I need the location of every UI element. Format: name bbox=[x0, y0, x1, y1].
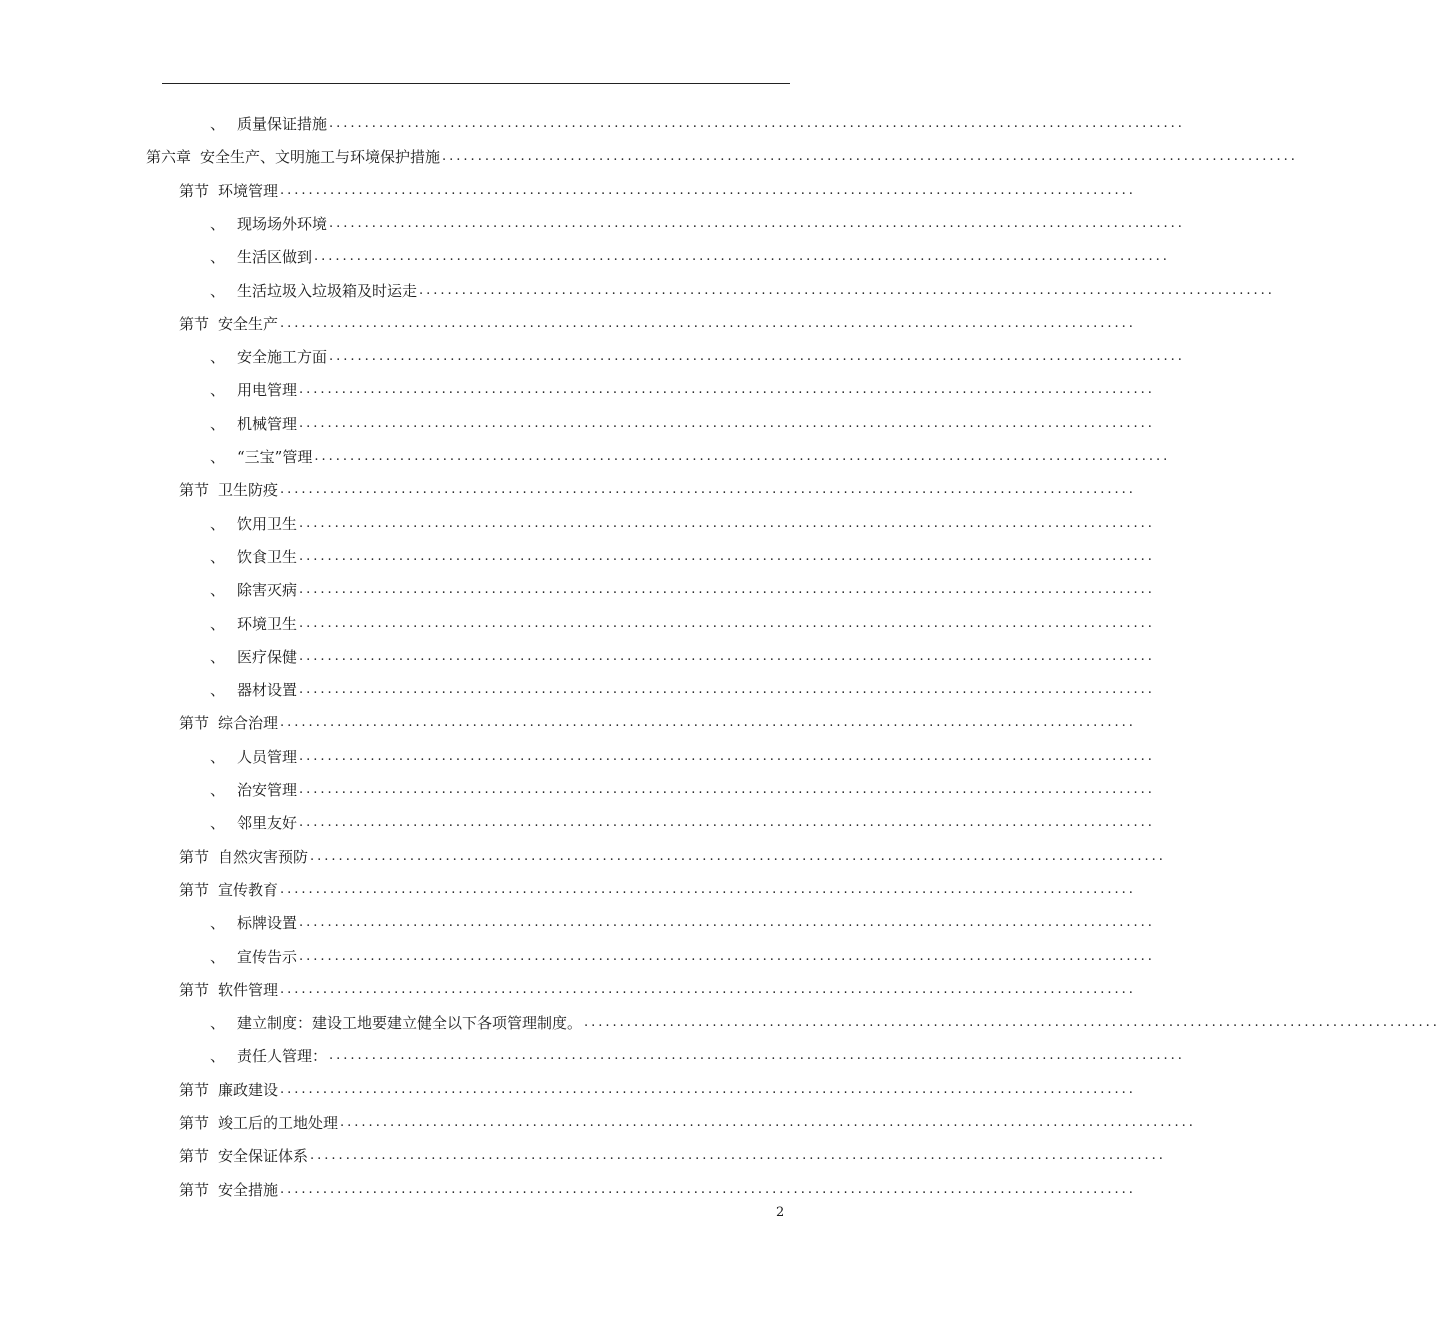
toc-dot-leader: ........................................................................................................................ bbox=[299, 382, 1155, 398]
toc-dot-leader: ........................................................................................................................ bbox=[280, 315, 1136, 331]
toc-entry[interactable] bbox=[210, 673, 1155, 706]
toc-entry[interactable] bbox=[210, 240, 1170, 273]
toc-entry[interactable] bbox=[210, 640, 1155, 673]
toc-entry-marker: 、 bbox=[210, 1014, 226, 1033]
toc-entry-lead bbox=[210, 579, 297, 600]
toc-entry-marker: 、 bbox=[210, 1047, 226, 1066]
toc-entry-title: 器材设置 bbox=[237, 681, 298, 700]
toc-entry-title: 建立制度：建设工地要建立健全以下各项管理制度。 bbox=[237, 1014, 583, 1033]
toc-entry-lead bbox=[210, 1012, 582, 1033]
toc-entry-marker: 、 bbox=[210, 448, 226, 466]
toc-dot-leader: ........................................................................................................................ bbox=[280, 1181, 1136, 1197]
header-rule bbox=[162, 83, 790, 84]
toc-dot-leader: ........................................................................................................................ bbox=[329, 1048, 1185, 1064]
toc-entry-lead bbox=[210, 513, 297, 534]
toc-dot-leader: ........................................................................................................................ bbox=[299, 782, 1155, 797]
toc-dot-leader: ........................................................................................................................ bbox=[299, 582, 1155, 598]
toc-entry-marker: 、 bbox=[210, 381, 226, 400]
toc-dot-leader: ........................................................................................................................ bbox=[280, 482, 1136, 498]
toc-entry-lead bbox=[210, 1045, 327, 1066]
toc-entry[interactable] bbox=[179, 1073, 1136, 1106]
toc-entry-title: 卫生防疫 bbox=[218, 481, 279, 500]
toc-entry[interactable] bbox=[210, 940, 1155, 973]
toc-entry-lead bbox=[210, 812, 297, 833]
toc-entry-marker: 第六章 bbox=[146, 148, 192, 167]
toc-entry-title: 饮食卫生 bbox=[237, 547, 298, 566]
toc-entry-marker: 第节 bbox=[179, 847, 210, 866]
toc-entry-title: 廉政建设 bbox=[218, 1080, 279, 1099]
toc-dot-leader: ........................................................................................................................ bbox=[329, 349, 1185, 365]
toc-dot-leader: ........................................................................................................................ bbox=[299, 915, 1155, 931]
toc-entry-lead bbox=[179, 846, 308, 867]
toc-entry-lead bbox=[210, 646, 297, 667]
page-number: 2 bbox=[776, 1205, 785, 1220]
toc-entry-title: 医疗保健 bbox=[237, 647, 298, 666]
toc-entry-title: 标牌设置 bbox=[237, 914, 298, 933]
toc-entry[interactable] bbox=[210, 407, 1155, 440]
toc-entry-lead bbox=[210, 413, 297, 434]
toc-entry[interactable] bbox=[179, 174, 1136, 207]
toc-entry[interactable] bbox=[210, 806, 1155, 839]
toc-entry-marker: 、 bbox=[210, 547, 226, 566]
toc-entry-marker: 、 bbox=[210, 214, 226, 233]
toc-entry-title: 现场场外环境 bbox=[237, 214, 328, 233]
toc-entry[interactable] bbox=[210, 1006, 1440, 1039]
toc-entry-marker: 第节 bbox=[179, 1114, 210, 1132]
toc-entry[interactable] bbox=[179, 973, 1136, 1006]
toc-entry[interactable] bbox=[210, 740, 1155, 773]
toc-entry-title: 环境管理 bbox=[218, 181, 279, 200]
toc-entry-lead bbox=[179, 1145, 308, 1166]
toc-entry-title: 宣传告示 bbox=[237, 947, 298, 966]
toc-entry-lead bbox=[210, 946, 297, 967]
toc-entry-lead bbox=[179, 879, 278, 900]
toc-entry-lead bbox=[179, 1179, 278, 1200]
toc-entry-lead bbox=[179, 1079, 278, 1100]
toc-entry-marker: 第节 bbox=[179, 880, 210, 899]
toc-entry-title: 安全措施 bbox=[218, 1180, 279, 1199]
toc-entry-marker: 第节 bbox=[179, 1180, 210, 1199]
toc-entry-marker: 、 bbox=[210, 614, 226, 633]
toc-entry[interactable] bbox=[179, 1106, 1196, 1139]
toc-entry-lead bbox=[210, 280, 417, 301]
toc-entry-marker: 、 bbox=[210, 814, 226, 833]
toc-entry-title: 机械管理 bbox=[237, 414, 298, 433]
toc-dot-leader: ........................................................................................................................ bbox=[299, 415, 1155, 431]
toc-dot-leader: ........................................................................................................................ bbox=[280, 182, 1136, 198]
toc-entry[interactable] bbox=[210, 507, 1155, 540]
toc-entry[interactable] bbox=[210, 573, 1155, 606]
toc-entry-lead bbox=[179, 712, 278, 733]
toc-entry[interactable] bbox=[146, 140, 1298, 173]
toc-dot-leader: ........................................................................................................................ bbox=[584, 1015, 1440, 1031]
toc-entry-marker: 、 bbox=[210, 581, 226, 600]
toc-dot-leader: ........................................................................................................................ bbox=[310, 848, 1166, 864]
toc-entry-title: 责任人管理： bbox=[237, 1047, 328, 1066]
toc-entry-lead bbox=[179, 979, 278, 1000]
toc-entry-marker: 、 bbox=[210, 781, 226, 799]
toc-dot-leader: ........................................................................................................................ bbox=[299, 548, 1155, 564]
toc-entry-marker: 、 bbox=[210, 647, 226, 666]
toc-entry-title: 环境卫生 bbox=[237, 614, 298, 633]
toc-entry[interactable] bbox=[179, 1173, 1136, 1206]
toc-entry[interactable] bbox=[179, 1139, 1166, 1172]
toc-entry-title: 生活垃圾入垃圾箱及时运走 bbox=[237, 281, 418, 300]
toc-dot-leader: ........................................................................................................................ bbox=[419, 282, 1275, 298]
toc-entry-title: 人员管理 bbox=[237, 747, 298, 766]
toc-entry-lead bbox=[210, 912, 297, 933]
toc-dot-leader: ........................................................................................................................ bbox=[329, 215, 1185, 231]
toc-entry-title: “三宝”管理 bbox=[237, 448, 313, 466]
toc-entry-title: 质量保证措施 bbox=[237, 115, 328, 133]
toc-entry-marker: 、 bbox=[210, 281, 226, 300]
toc-entry-marker: 第节 bbox=[179, 714, 210, 733]
toc-dot-leader: ........................................................................................................................ bbox=[329, 116, 1185, 131]
toc-entry[interactable] bbox=[210, 540, 1155, 573]
toc-entry-title: 安全施工方面 bbox=[237, 348, 328, 367]
toc-entry-lead bbox=[210, 113, 327, 134]
toc-dot-leader: ........................................................................................................................ bbox=[299, 515, 1155, 531]
toc-entry[interactable] bbox=[179, 840, 1166, 873]
toc-entry[interactable] bbox=[210, 340, 1185, 373]
toc-entry-lead bbox=[179, 313, 278, 334]
toc-entry-title: 安全保证体系 bbox=[218, 1147, 309, 1166]
toc-entry-lead bbox=[146, 146, 440, 167]
toc-entry[interactable] bbox=[179, 706, 1136, 739]
toc-dot-leader: ........................................................................................................................ bbox=[314, 449, 1171, 464]
toc-dot-leader: ........................................................................................................................ bbox=[340, 1115, 1196, 1130]
toc-entry-lead bbox=[210, 379, 297, 400]
toc-entry-title: 竣工后的工地处理 bbox=[218, 1114, 339, 1132]
toc-entry-lead bbox=[210, 746, 297, 767]
toc-entry[interactable] bbox=[210, 274, 1275, 307]
toc-entry-title: 软件管理 bbox=[218, 980, 279, 999]
toc-dot-leader: ........................................................................................................................ bbox=[299, 748, 1155, 764]
toc-dot-leader: ........................................................................................................................ bbox=[299, 948, 1155, 964]
toc-entry[interactable] bbox=[179, 473, 1136, 506]
toc-dot-leader: ........................................................................................................................ bbox=[280, 881, 1136, 897]
toc-entry-marker: 第节 bbox=[179, 980, 210, 999]
toc-entry-title: 宣传教育 bbox=[218, 880, 279, 899]
toc-dot-leader: ........................................................................................................................ bbox=[280, 981, 1136, 997]
toc-entry-lead bbox=[210, 246, 312, 267]
toc-entry-title: 安全生产、文明施工与环境保护措施 bbox=[200, 148, 441, 167]
toc-entry-marker: 、 bbox=[210, 747, 226, 766]
toc-entry-marker: 第节 bbox=[179, 481, 210, 500]
toc-entry-lead bbox=[210, 779, 297, 800]
toc-entry-marker: 、 bbox=[210, 248, 226, 267]
toc-entry-lead bbox=[179, 1112, 338, 1133]
toc-entry-lead bbox=[210, 546, 297, 567]
toc-entry-lead bbox=[210, 679, 297, 700]
toc-dot-leader: ........................................................................................................................ bbox=[442, 149, 1298, 165]
toc-entry-marker: 第节 bbox=[179, 181, 210, 200]
toc-entry-marker: 第节 bbox=[179, 314, 210, 333]
toc-entry[interactable] bbox=[210, 440, 1171, 473]
toc-entry-title: 安全生产 bbox=[218, 314, 279, 333]
toc-entry[interactable] bbox=[179, 873, 1136, 906]
toc-dot-leader: ........................................................................................................................ bbox=[299, 648, 1155, 664]
toc-entry-marker: 第节 bbox=[179, 1147, 210, 1166]
toc-entry-marker: 、 bbox=[210, 514, 226, 533]
toc-entry-marker: 、 bbox=[210, 681, 226, 700]
toc-entry-title: 综合治理 bbox=[218, 714, 279, 733]
toc-entry[interactable] bbox=[210, 107, 1185, 140]
toc-entry[interactable] bbox=[210, 906, 1155, 939]
toc-entry-title: 自然灾害预防 bbox=[218, 847, 309, 866]
toc-dot-leader: ........................................................................................................................ bbox=[280, 715, 1136, 731]
toc-entry-title: 用电管理 bbox=[237, 381, 298, 400]
toc-entry[interactable] bbox=[210, 773, 1155, 806]
toc-entry-marker: 、 bbox=[210, 914, 226, 933]
toc-entry-lead bbox=[210, 613, 297, 634]
toc-dot-leader: ........................................................................................................................ bbox=[299, 682, 1155, 698]
toc-entry[interactable] bbox=[210, 607, 1155, 640]
toc-entry[interactable] bbox=[179, 307, 1136, 340]
toc-entry-lead bbox=[210, 446, 312, 467]
toc-dot-leader: ........................................................................................................................ bbox=[299, 815, 1155, 831]
toc-entry-marker: 、 bbox=[210, 115, 226, 133]
toc-entry-lead bbox=[210, 213, 327, 234]
toc-entry-title: 治安管理 bbox=[237, 781, 298, 799]
toc-dot-leader: ........................................................................................................................ bbox=[314, 249, 1170, 265]
toc-entry-title: 除害灭病 bbox=[237, 581, 298, 600]
toc-dot-leader: ........................................................................................................................ bbox=[299, 615, 1155, 631]
toc-entry[interactable] bbox=[210, 207, 1185, 240]
toc-entry[interactable] bbox=[210, 1039, 1185, 1072]
toc-entry-marker: 第节 bbox=[179, 1080, 210, 1099]
toc-dot-leader: ........................................................................................................................ bbox=[280, 1081, 1136, 1097]
toc-entry-title: 生活区做到 bbox=[237, 248, 313, 267]
toc-entry-lead bbox=[179, 180, 278, 201]
toc-entry-title: 邻里友好 bbox=[237, 814, 298, 833]
toc-dot-leader: ........................................................................................................................ bbox=[310, 1148, 1166, 1164]
toc-entry[interactable] bbox=[210, 373, 1155, 406]
toc-entry-lead bbox=[210, 346, 327, 367]
toc-entry-marker: 、 bbox=[210, 348, 226, 367]
toc-entry-title: 饮用卫生 bbox=[237, 514, 298, 533]
toc-entry-lead bbox=[179, 479, 278, 500]
toc-entry-marker: 、 bbox=[210, 414, 226, 433]
toc-entry-marker: 、 bbox=[210, 947, 226, 966]
